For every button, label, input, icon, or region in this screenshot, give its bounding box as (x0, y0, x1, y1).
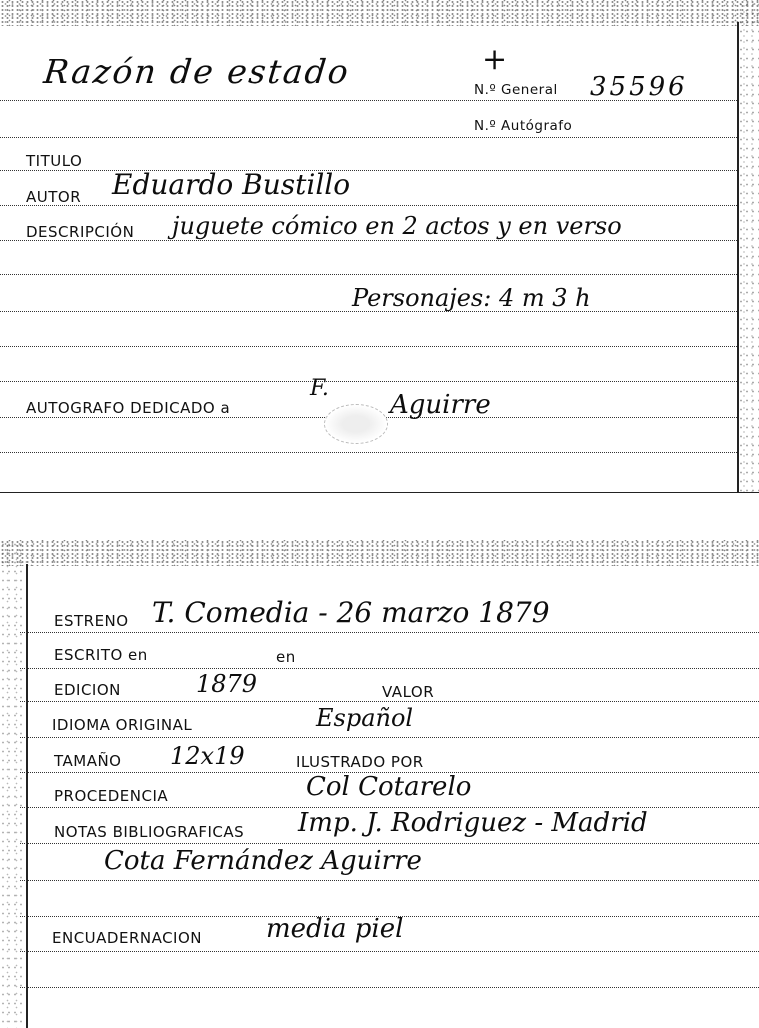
rule-line (20, 632, 759, 633)
edicion-value: 1879 (196, 670, 258, 698)
titulo-label: TITULO (26, 152, 83, 170)
valor-label: VALOR (382, 683, 435, 701)
rule-line (0, 381, 737, 382)
escrito-label: ESCRITO en (54, 646, 148, 664)
edicion-label: EDICION (54, 681, 121, 699)
general-number-label: N.º General (474, 82, 558, 98)
scan-noise (0, 540, 759, 566)
rule-line (0, 170, 737, 171)
autografo-number-label: N.º Autógrafo (474, 118, 573, 134)
rule-line (0, 346, 737, 347)
rule-line (20, 737, 759, 738)
tamano-value: 12x19 (170, 742, 245, 770)
idioma-value: Español (316, 704, 414, 732)
scan-noise (0, 0, 759, 26)
scan-noise-left (0, 540, 22, 1028)
notas-value-2: Cota Fernández Aguirre (104, 846, 422, 876)
descripcion-value: juguete cómico en 2 actos y en verso (172, 212, 622, 240)
rule-line (20, 987, 759, 988)
procedencia-label: PROCEDENCIA (54, 787, 169, 805)
personajes-value: Personajes: 4 m 3 h (352, 284, 591, 312)
notas-label: NOTAS BIBLIOGRAFICAS (54, 823, 245, 841)
encuadernacion-value: media piel (266, 914, 404, 944)
encuadernacion-label: ENCUADERNACION (52, 929, 203, 947)
dedicado-label: AUTOGRAFO DEDICADO a (26, 399, 231, 417)
rule-line (20, 668, 759, 669)
rule-line (0, 137, 737, 138)
autor-value: Eduardo Bustillo (112, 168, 351, 201)
rule-line (20, 701, 759, 702)
estreno-value: T. Comedia - 26 marzo 1879 (152, 596, 550, 629)
rule-line (20, 880, 759, 881)
title-handwritten: Razón de estado (41, 52, 352, 91)
rule-line (0, 452, 737, 453)
rule-line (0, 205, 737, 206)
rule-line (20, 843, 759, 844)
rule-line (20, 951, 759, 952)
procedencia-value: Col Cotarelo (306, 772, 472, 802)
idioma-label: IDIOMA ORIGINAL (52, 716, 193, 734)
catalog-card-back (0, 540, 759, 1028)
estreno-label: ESTRENO (54, 612, 129, 630)
tamano-label: TAMAÑO (54, 752, 122, 770)
ilustrado-label: ILUSTRADO POR (296, 753, 424, 771)
erased-smudge (324, 404, 388, 444)
dedicado-initial: F. (310, 376, 329, 401)
autor-label: AUTOR (26, 188, 82, 206)
general-number-value: 35596 (590, 72, 688, 102)
escrito-en-label: en (276, 648, 296, 666)
cross-mark: + (482, 42, 508, 77)
catalog-card-front (0, 0, 759, 493)
notas-value: Imp. J. Rodriguez - Madrid (298, 808, 648, 838)
card-left-border (26, 564, 28, 1028)
card-right-border (737, 22, 739, 492)
dedicado-value: Aguirre (390, 390, 491, 420)
rule-line (0, 274, 737, 275)
scan-noise-right (737, 0, 759, 492)
descripcion-label: DESCRIPCIÓN (26, 223, 135, 241)
